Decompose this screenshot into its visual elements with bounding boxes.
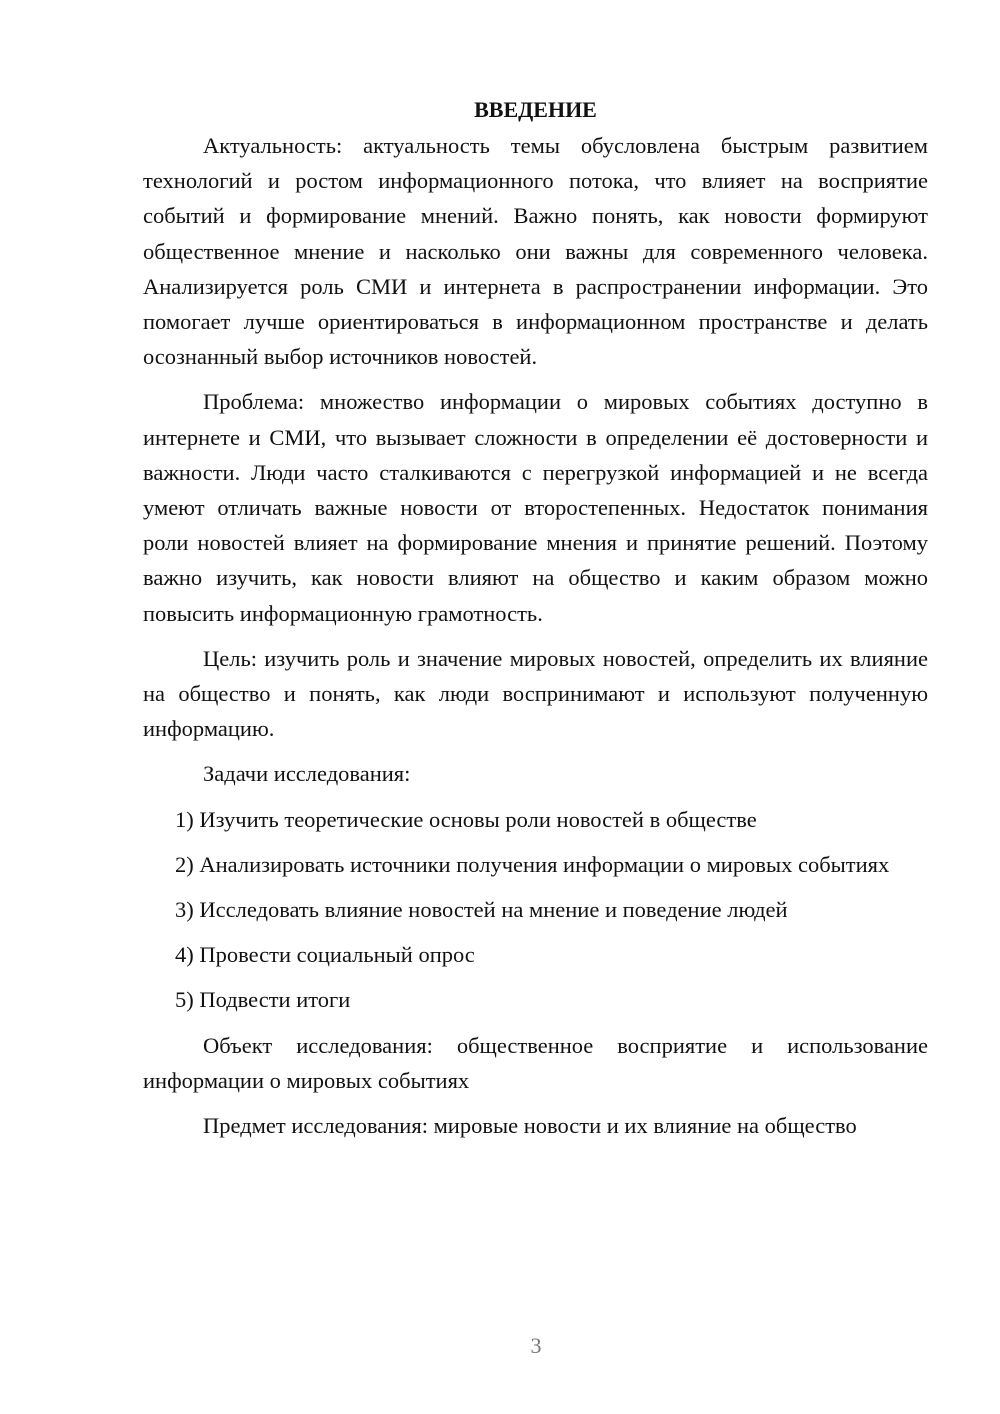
task-item-4: 4) Провести социальный опрос <box>175 942 475 968</box>
research-subject: Предмет исследования: мировые новости и их влияние на общество <box>203 1113 857 1139</box>
paragraph-problem: Проблема: множество информации о мировых событиях доступно в интернете и СМИ, что вызывает сложности в определении её достоверности и важности. Люди часто сталкиваются с перегрузкой информацией и не всегда умеют отличать важные новости от второстепенных. Недостаток понимания роли новостей влияет на формирование мнения и принятие решений. Поэтому важно изучить, как новости влияют на общество и каким образом можно повысить информационную грамотность. <box>143 389 928 626</box>
section-title: ВВЕДЕНИЕ <box>474 97 597 122</box>
page-content <box>143 92 928 1153</box>
paragraph-goal: Цель: изучить роль и значение мировых новостей, определить их влияние на общество и понять, как люди воспринимают и используют полученную информацию. <box>143 645 928 742</box>
task-item-5: 5) Подвести итоги <box>175 987 351 1013</box>
task-item-1: 1) Изучить теоретические основы роли новостей в обществе <box>175 806 757 832</box>
paragraph-relevance: Актуальность: актуальность темы обусловлена быстрым развитием технологий и ростом информационного потока, что влияет на восприятие событий и формирование мнений. Важно понять, как новости формируют общественное мнение и насколько они важны для современного человека. Анализируется роль СМИ и интернета в распространении информации. Это помогает лучше ориентироваться в информационном пространстве и делать осознанный выбор источников новостей. <box>143 133 928 370</box>
task-item-2: 2) Анализировать источники получения информации о мировых событиях <box>175 851 890 877</box>
tasks-heading: Задачи исследования: <box>203 761 411 787</box>
page-number: 3 <box>530 1333 542 1358</box>
task-item-3: 3) Исследовать влияние новостей на мнение и поведение людей <box>175 897 788 923</box>
research-object: Объект исследования: общественное восприятие и использование информации о мировых событиях <box>143 1032 928 1093</box>
